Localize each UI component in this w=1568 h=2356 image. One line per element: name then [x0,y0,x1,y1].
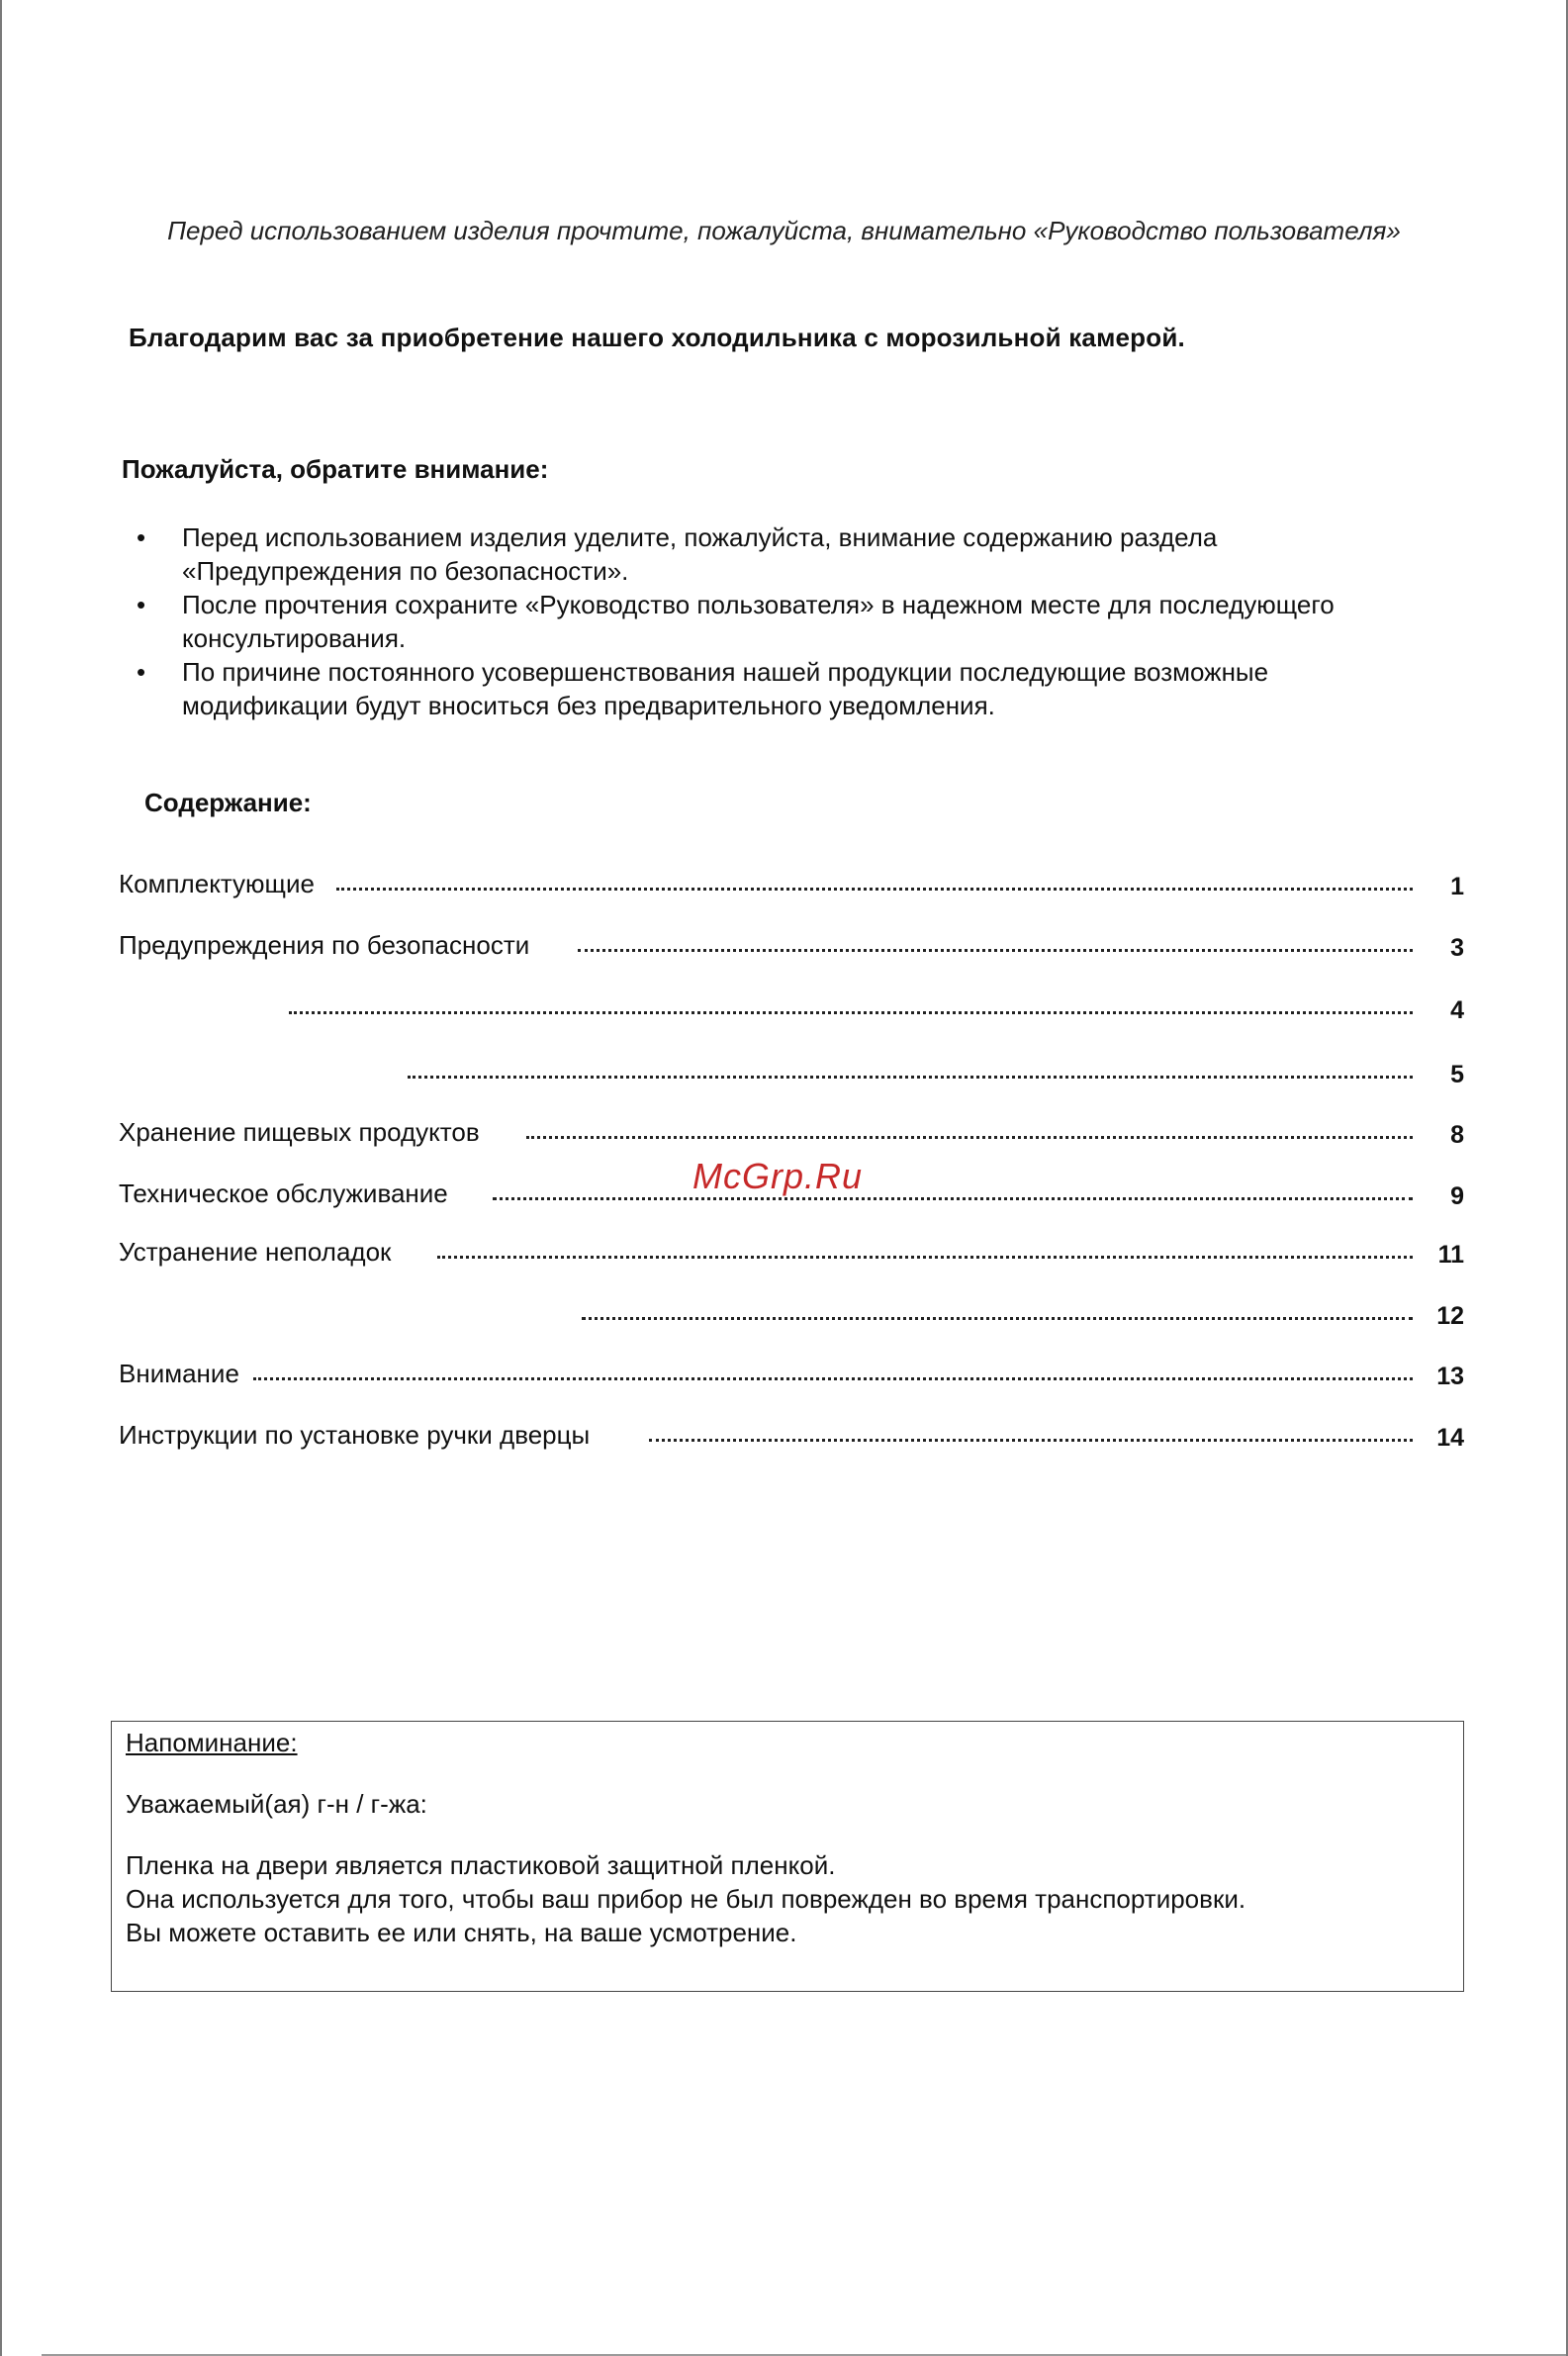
toc-row[interactable] [119,1115,1464,1149]
toc-label: Комплектующие [119,869,315,898]
toc-leader [253,1377,1413,1380]
toc-row[interactable] [119,1055,1464,1088]
notice-item-line: модификации будут вноситься без предварительного уведомления. [182,691,995,720]
toc-leader [649,1439,1413,1442]
toc-leader [578,949,1413,952]
contents-title: Содержание: [144,788,312,817]
reminder-line: Пленка на двери является пластиковой защитной пленкой. [126,1850,836,1880]
toc-leader [493,1197,1413,1200]
notice-item-line: • После прочтения сохраните «Руководство пользователя» в надежном месте для последующего [182,590,1335,619]
toc-leader [437,1256,1413,1259]
toc-leader [408,1076,1413,1079]
toc-label: Внимание [119,1359,239,1388]
toc-leader [582,1317,1413,1320]
toc-page-number: 8 [1450,1121,1464,1149]
toc-row[interactable] [119,1418,1464,1452]
toc-row[interactable] [119,928,1464,962]
watermark: McGrp.Ru [692,1156,864,1196]
toc-row[interactable] [119,1296,1464,1330]
intro-note: Перед использованием изделия прочтите, пожалуйста, внимательно «Руководство пользователя» [167,216,1401,245]
notice-item-line: консультирования. [182,623,407,653]
toc-row[interactable] [119,990,1464,1024]
reminder-body [126,1848,1449,1949]
toc-leader [289,1011,1413,1014]
toc-label: Хранение пищевых продуктов [119,1117,480,1147]
toc-label: Техническое обслуживание [119,1178,448,1208]
reminder-line: Она используется для того, чтобы ваш прибор не был поврежден во время транспортировки. [126,1884,1246,1914]
notice-item-line: • Перед использованием изделия уделите, пожалуйста, внимание содержанию раздела [182,522,1218,552]
toc-page-number: 12 [1436,1302,1464,1330]
toc-page-number: 11 [1437,1241,1464,1269]
toc-row[interactable] [119,1235,1464,1269]
toc-label: Устранение неполадок [119,1237,392,1267]
toc-label: Инструкции по установке ручки дверцы [119,1420,591,1450]
reminder-title: Напоминание: [126,1728,298,1757]
toc-leader [526,1136,1413,1139]
table-of-contents [2,0,1568,1484]
toc-page-number: 13 [1436,1363,1464,1390]
toc-page-number: 1 [1450,873,1464,900]
toc-page-number: 5 [1450,1061,1464,1088]
toc-page-number: 14 [1436,1424,1464,1452]
notice-title: Пожалуйста, обратите внимание: [122,454,549,484]
notice-item-line: • По причине постоянного усовершенствования нашей продукции последующие возможные [182,657,1269,687]
reminder-line: Вы можете оставить ее или снять, на ваше усмотрение. [126,1918,797,1947]
reminder-box [111,1721,1464,1992]
toc-page-number: 4 [1450,996,1464,1024]
toc-page-number: 9 [1450,1182,1464,1210]
toc-row[interactable] [119,867,1464,900]
reminder-greeting: Уважаемый(ая) г-н / г-жа: [126,1789,427,1819]
toc-leader [336,888,1413,891]
notice-item-line: «Предупреждения по безопасности». [182,556,629,586]
thanks-heading: Благодарим вас за приобретение нашего холодильника с морозильной камерой. [129,323,1185,352]
toc-label: Предупреждения по безопасности [119,930,530,960]
toc-page-number: 3 [1450,934,1464,962]
toc-row[interactable] [119,1357,1464,1390]
